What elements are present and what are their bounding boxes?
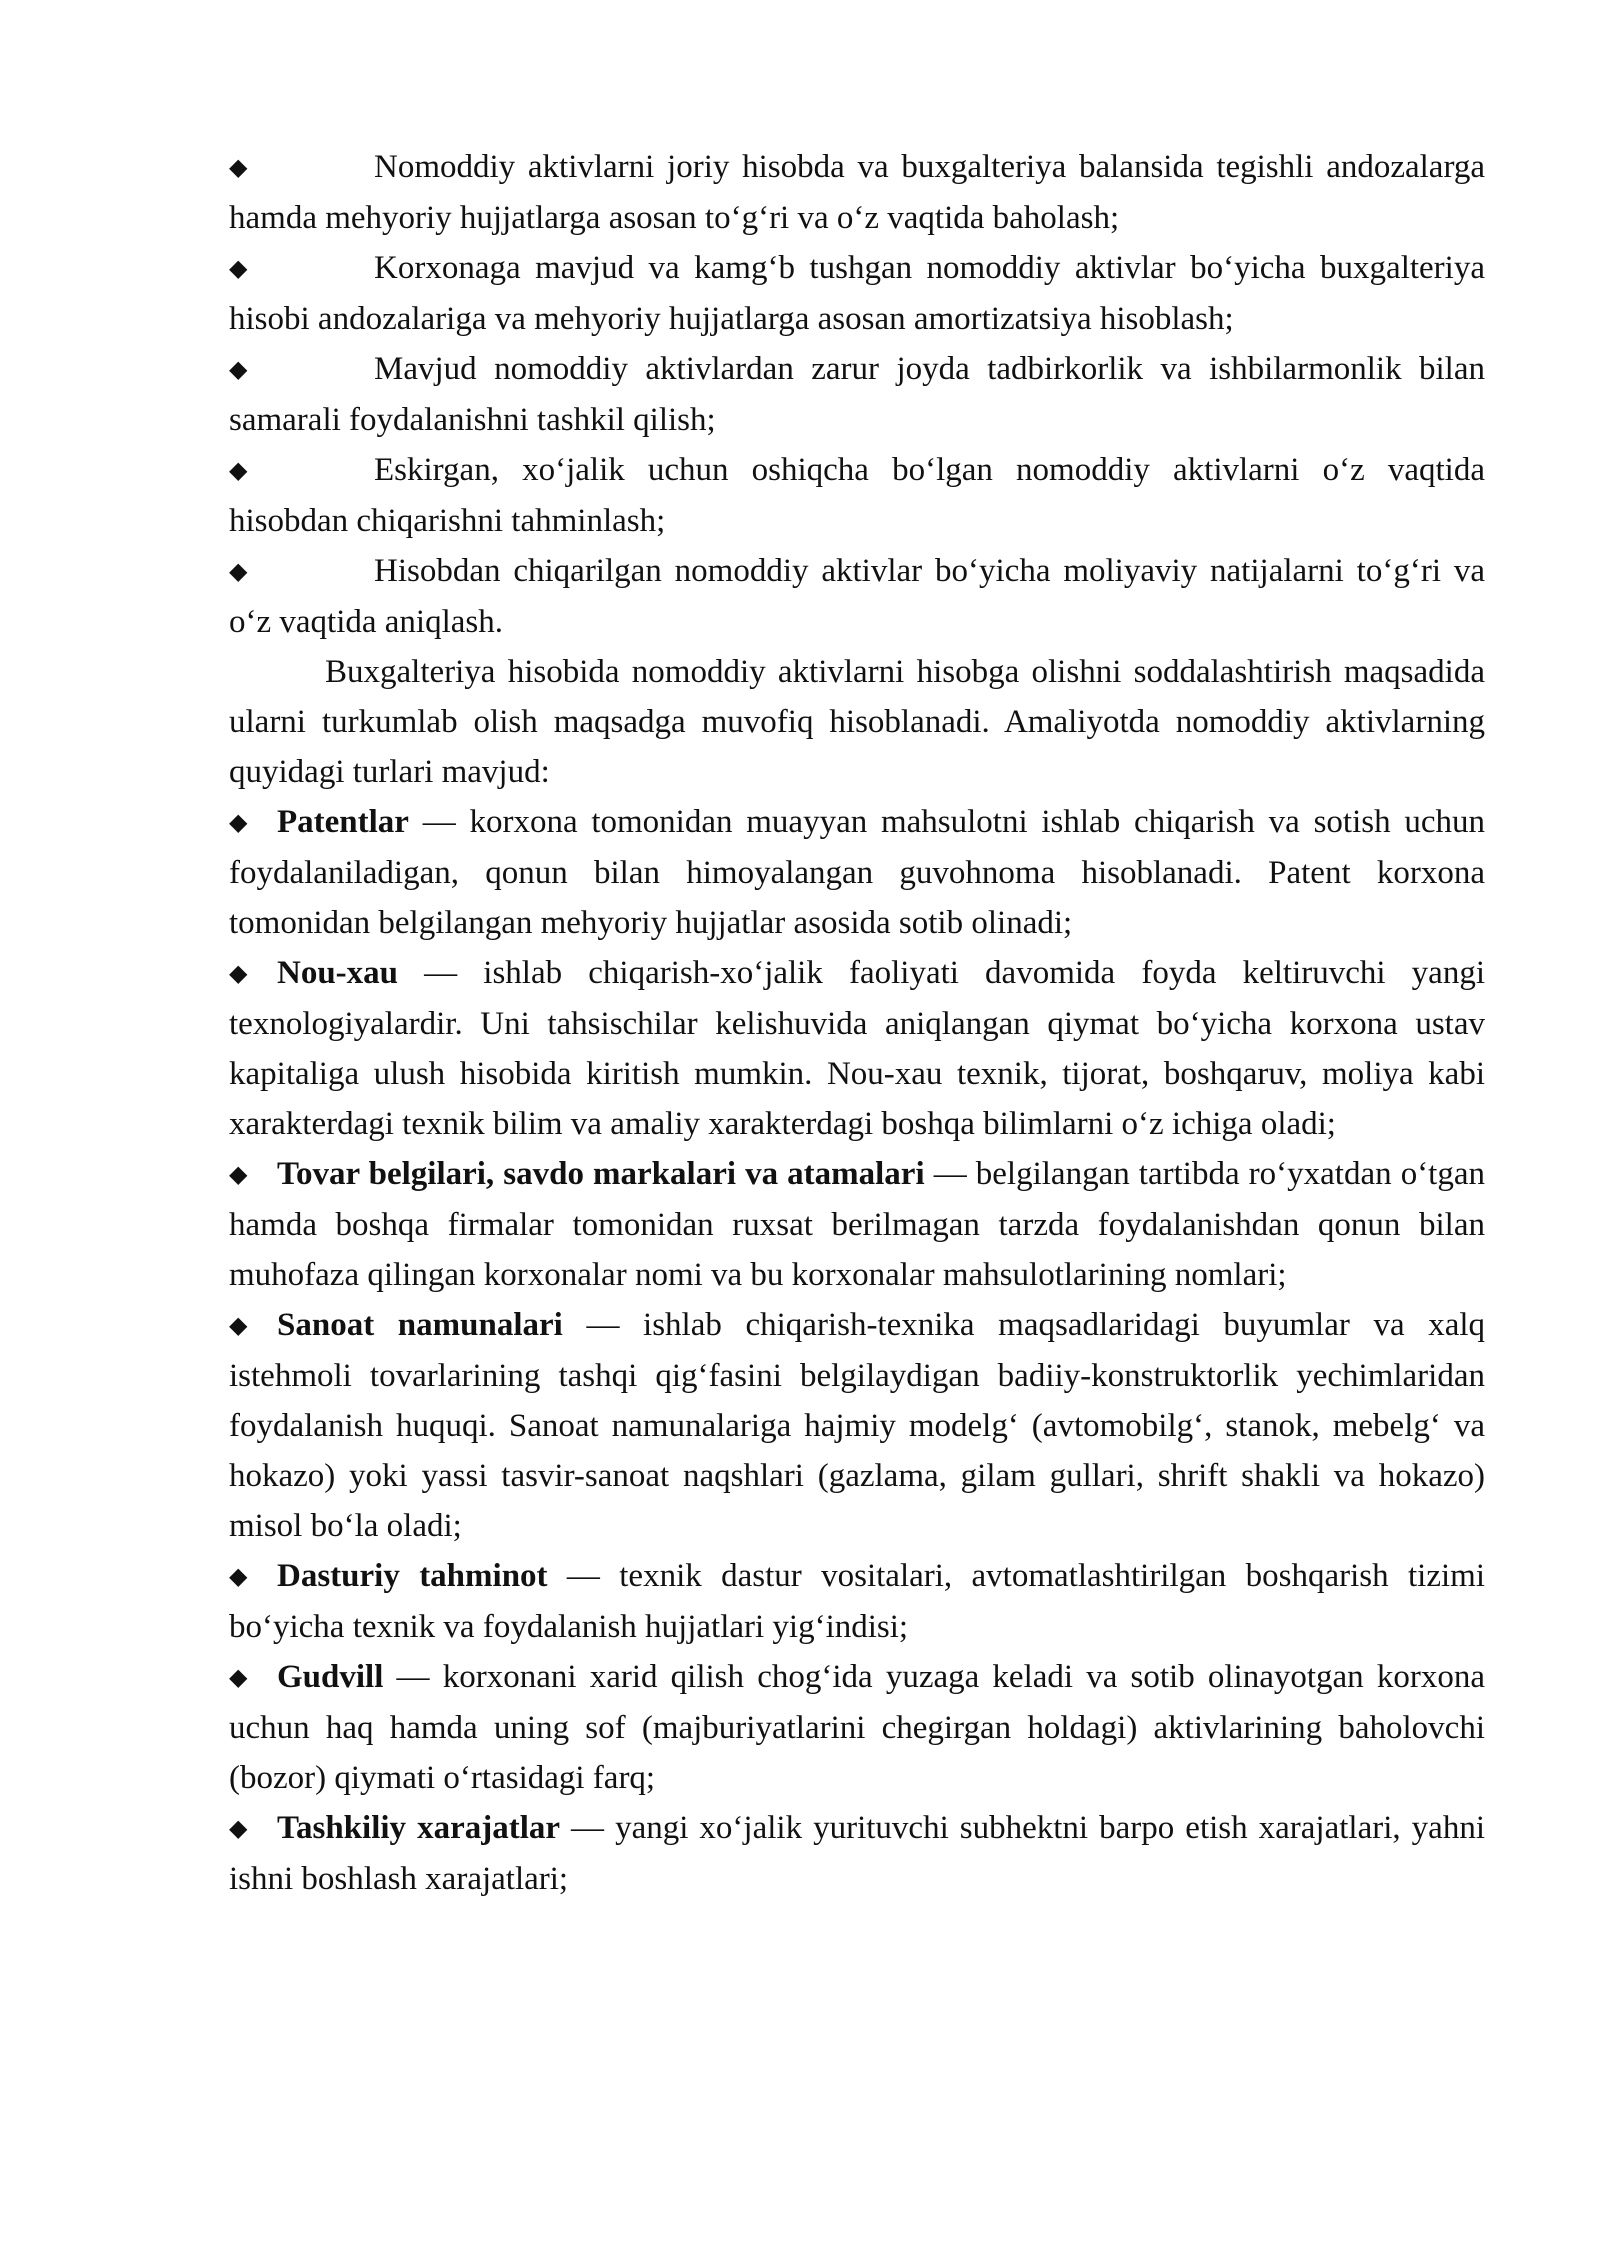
page-content (229, 142, 1485, 1904)
objective-text: Mavjud nomoddiy aktivlardan zarur joyda tadbirkorlik va ishbilarmonlik bilan samarali foydalanishni tashkil qilish; (229, 351, 1485, 438)
diamond-bullet-icon: ◆ (229, 1816, 248, 1842)
type-description: — korxona tomonidan muayyan mahsulotni ishlab chiqarish va sotish uchun foydalaniladigan, qonun bilan himoyalangan guvohnoma hisoblanadi. Patent korxona tomonidan belgilangan mehyoriy hujjatlar asosida sotib olinadi; (229, 804, 1485, 941)
type-term: Nou-xau (277, 955, 399, 991)
intro-paragraph: Buxgalteriya hisobida nomoddiy aktivlarni hisobga olishni soddalashtirish maqsadida ularni turkumlab olish maqsadga muvofiq hisoblanadi. Amaliyotda nomoddiy aktivlarning quyidagi turlari mavjud: (229, 654, 1485, 790)
type-item-goodwill (229, 1652, 1485, 1803)
objective-text: Eskirgan, xo‘jalik uchun oshiqcha bo‘lgan nomoddiy aktivlarni o‘z vaqtida hisobdan chiqarishni tahminlash; (229, 452, 1485, 539)
type-item-industrial-designs (229, 1300, 1485, 1551)
type-term: Tovar belgilari, savdo markalari va atamalari (277, 1156, 925, 1192)
type-term: Gudvill (277, 1659, 384, 1695)
objective-item-5 (229, 546, 1485, 647)
objective-item-1 (229, 142, 1485, 243)
type-term: Patentlar (277, 804, 409, 840)
diamond-bullet-icon: ◆ (229, 155, 248, 181)
type-description: — ishlab chiqarish-texnika maqsadlaridagi buyumlar va xalq istehmoli tovarlarining tashqi qig‘fasini belgilaydigan badiiy-konstruktorlik yechimlaridan foydalanish huquqi. Sanoat namunalariga hajmiy modelg‘ (avtomobilg‘, stanok, mebelg‘ va hokazo) yoki yassi tasvir-sanoat naqshlari (gazlama, gilam gullari, shrift shakli va hokazo) misol bo‘la oladi; (229, 1307, 1486, 1544)
diamond-bullet-icon: ◆ (229, 1564, 248, 1590)
type-description: — korxonani xarid qilish chog‘ida yuzaga keladi va sotib olinayotgan korxona uchun haq hamda uning sof (majburiyatlarini chegirgan holdagi) aktivlarining baholovchi (bozor) qiymati o‘rtasidagi farq; (229, 1659, 1485, 1796)
objective-item-3 (229, 344, 1485, 445)
type-item-patents (229, 797, 1485, 948)
objective-text: Korxonaga mavjud va kamg‘b tushgan nomoddiy aktivlar bo‘yicha buxgalteriya hisobi andozalariga va mehyoriy hujjatlarga asosan amortizatsiya hisoblash; (229, 250, 1485, 337)
diamond-bullet-icon: ◆ (229, 961, 248, 987)
objective-item-2 (229, 243, 1485, 344)
diamond-bullet-icon: ◆ (229, 1665, 248, 1691)
type-description: — yangi xo‘jalik yurituvchi subhektni barpo etish xarajatlari, yahni ishni boshlash xarajatlari; (229, 1810, 1485, 1897)
diamond-bullet-icon: ◆ (229, 458, 248, 484)
diamond-bullet-icon: ◆ (229, 1162, 248, 1188)
diamond-bullet-icon: ◆ (229, 1313, 248, 1339)
type-term: Tashkiliy xarajatlar (277, 1810, 561, 1846)
diamond-bullet-icon: ◆ (229, 810, 248, 836)
type-item-software (229, 1551, 1485, 1652)
type-description: — belgilangan tartibda ro‘yxatdan o‘tgan hamda boshqa firmalar tomonidan ruxsat berilmagan tarzda foydalanishdan qonun bilan muhofaza qilingan korxonalar nomi va bu korxonalar mahsulotlarining nomlari; (229, 1156, 1485, 1293)
type-description: — texnik dastur vositalari, avtomatlashtirilgan boshqarish tizimi bo‘yicha texnik va foydalanish hujjatlari yig‘indisi; (229, 1558, 1485, 1645)
objective-text: Hisobdan chiqarilgan nomoddiy aktivlar bo‘yicha moliyaviy natijalarni to‘g‘ri va o‘z vaqtida aniqlash. (229, 553, 1485, 640)
diamond-bullet-icon: ◆ (229, 256, 248, 282)
type-description: — ishlab chiqarish-xo‘jalik faoliyati davomida foyda keltiruvchi yangi texnologiyalardir. Uni tahsischilar kelishuvida aniqlangan qiymat bo‘yicha korxona ustav kapitaliga ulush hisobida kiritish mumkin. Nou-xau texnik, tijorat, boshqaruv, moliya kabi xarakterdagi texnik bilim va amaliy xarakterdagi boshqa bilimlarni o‘z ichiga oladi; (229, 955, 1485, 1142)
diamond-bullet-icon: ◆ (229, 559, 248, 585)
objective-text: Nomoddiy aktivlarni joriy hisobda va buxgalteriya balansida tegishli andozalarga hamda mehyoriy hujjatlarga asosan to‘g‘ri va o‘z vaqtida baholash; (229, 149, 1485, 236)
type-item-know-how (229, 948, 1485, 1149)
objective-item-4 (229, 445, 1485, 546)
diamond-bullet-icon: ◆ (229, 357, 248, 383)
type-item-organizational-costs (229, 1803, 1485, 1904)
type-term: Dasturiy tahminot (277, 1558, 548, 1594)
type-term: Sanoat namunalari (277, 1307, 563, 1343)
type-item-trademarks (229, 1149, 1485, 1300)
